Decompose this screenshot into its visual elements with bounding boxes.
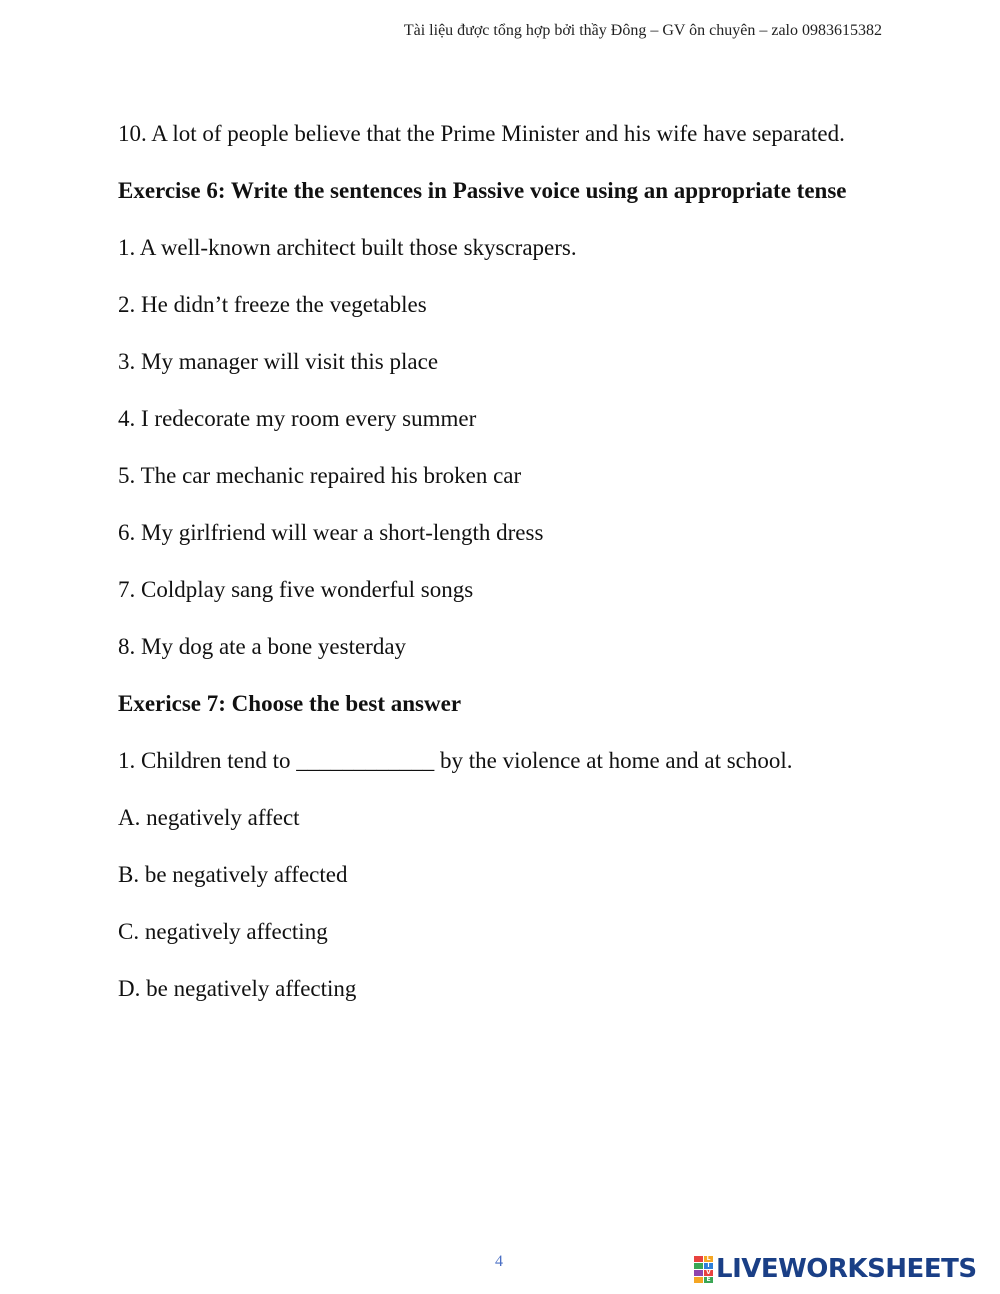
logo-mark-cell: I [704, 1263, 713, 1269]
exercise6-item-7: 7. Coldplay sang five wonderful songs [118, 577, 474, 602]
logo-mark-cell [694, 1256, 703, 1262]
exercise6-item-3: 3. My manager will visit this place [118, 349, 439, 374]
exercise7-option-d: D. be negatively affecting [118, 976, 357, 1001]
liveworksheets-logo-icon [694, 1256, 712, 1282]
exercise6-item-6: 6. My girlfriend will wear a short-length dress [118, 520, 544, 545]
logo-mark-cell [694, 1277, 703, 1283]
exercise7-option-a: A. negatively affect [118, 805, 300, 830]
document-body [118, 112, 883, 1024]
logo-mark-cell: V [704, 1270, 713, 1276]
exercise5-item-10: 10. A lot of people believe that the Prime Minister and his wife have separated. [118, 121, 845, 146]
logo-mark-cell [694, 1263, 703, 1269]
exercise6-item-5: 5. The car mechanic repaired his broken car [118, 463, 522, 488]
exercise7-title: Exericse 7: Choose the best answer [118, 691, 462, 716]
document-header: Tài liệu được tổng hợp bởi thầy Đông – GV ôn chuyên – zalo 0983615382 [403, 22, 882, 39]
exercise7-option-b: B. be negatively affected [118, 862, 348, 887]
exercise6-title: Exercise 6: Write the sentences in Passive voice using an appropriate tense [118, 178, 847, 203]
liveworksheets-logo-text: LIVEWORKSHEETS [716, 1254, 977, 1284]
exercise6-item-1: 1. A well-known architect built those skyscrapers. [118, 235, 577, 260]
exercise6-item-4: 4. I redecorate my room every summer [118, 406, 477, 431]
exercise6-item-8: 8. My dog ate a bone yesterday [118, 634, 407, 659]
liveworksheets-logo[interactable] [694, 1254, 977, 1284]
logo-mark-cell: L [704, 1256, 713, 1262]
logo-mark-cell [694, 1270, 703, 1276]
logo-mark-cell: E [704, 1277, 713, 1283]
page-number: 4 [495, 1253, 503, 1270]
exercise6-item-2: 2. He didn’t freeze the vegetables [118, 292, 427, 317]
exercise7-question-1: 1. Children tend to ____________ by the violence at home and at school. [118, 748, 793, 773]
exercise7-option-c: C. negatively affecting [118, 919, 328, 944]
